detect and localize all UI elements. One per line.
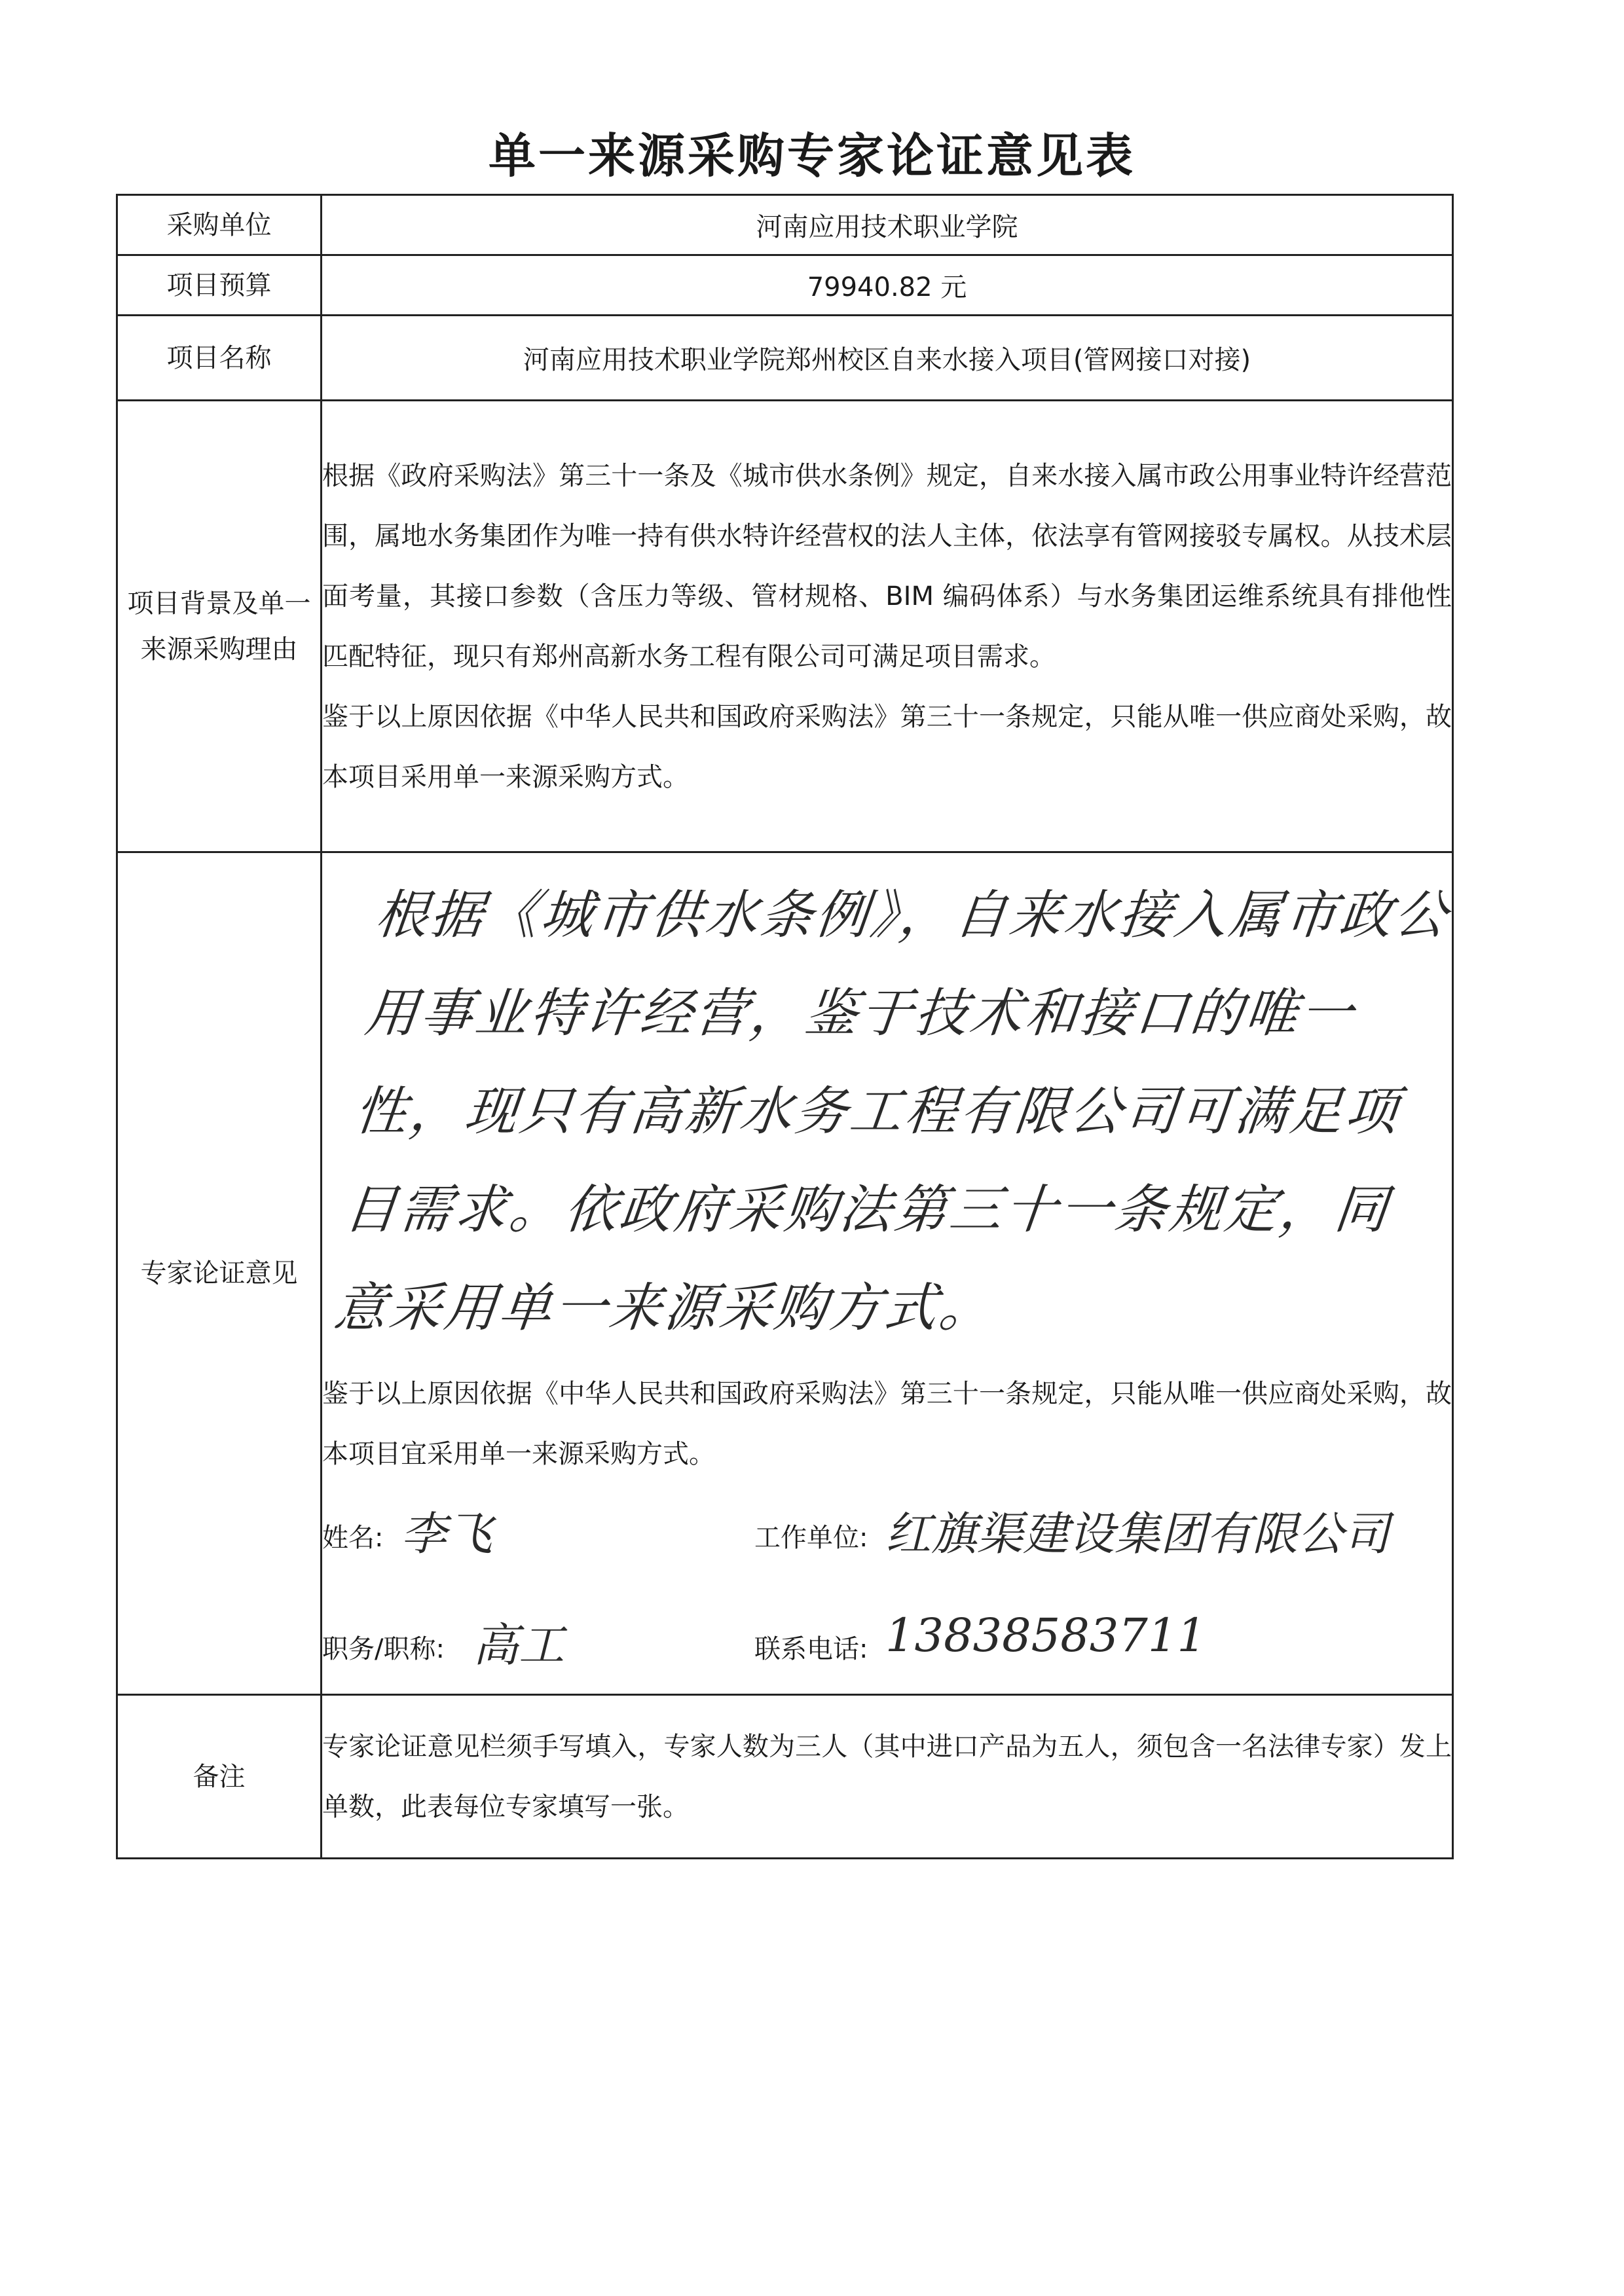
phone-handwritten: 13838583711	[885, 1609, 1206, 1662]
project-budget-value: 79940.82 元	[322, 255, 1453, 316]
workplace-label: 工作单位:	[754, 1523, 868, 1553]
expert-opinion-content	[322, 852, 1453, 1695]
background-label: 项目背景及单一来源采购理由	[117, 401, 322, 852]
position-handwritten: 高工	[473, 1618, 564, 1672]
name-signature: 李飞	[401, 1507, 492, 1561]
row-procurement-unit	[117, 195, 1453, 255]
expert-opinion-form	[116, 194, 1454, 1859]
handwritten-opinion: 根据《城市供水条例》，自来水接入属市政公用事业特许经营，鉴于技术和接口的唯一性，现只有高新水务工程有限公司可满足项目需求。依政府采购法第三十一条规定，同意采用单一来源采购方式。	[331, 884, 1453, 1338]
row-project-name	[117, 316, 1453, 401]
workplace-handwritten: 红旗渠建设集团有限公司	[885, 1507, 1390, 1561]
project-name-value: 河南应用技术职业学院郑州校区自来水接入项目(管网接口对接)	[322, 316, 1453, 401]
procurement-unit-label: 采购单位	[117, 195, 322, 255]
remarks-label: 备注	[117, 1695, 322, 1859]
background-content	[322, 401, 1453, 852]
phone-label: 联系电话:	[754, 1634, 868, 1664]
background-paragraph-2: 鉴于以上原因依据《中华人民共和国政府采购法》第三十一条规定，只能从唯一供应商处采购，故本项目采用单一来源采购方式。	[322, 701, 1452, 792]
row-background	[117, 401, 1453, 852]
position-label: 职务/职称:	[322, 1634, 445, 1664]
background-paragraph-1: 根据《政府采购法》第三十一条及《城市供水条例》规定，自来水接入属市政公用事业特许经营范围，属地水务集团作为唯一持有供水特许经营权的法人主体，依法享有管网接驳专属权。从技术层面考量，其接口参数（含压力等级、管材规格、BIM 编码体系）与水务集团运维系统具有排他性匹配特征，现只有郑州高新水务工程有限公司可满足项目需求。	[322, 460, 1452, 672]
remarks-content	[322, 1695, 1453, 1859]
project-name-label: 项目名称	[117, 316, 322, 401]
remarks-text: 专家论证意见栏须手写填入，专家人数为三人（其中进口产品为五人，须包含一名法律专家）发上单数，此表每位专家填写一张。	[322, 1731, 1452, 1822]
row-remarks	[117, 1695, 1453, 1859]
procurement-unit-value: 河南应用技术职业学院	[322, 195, 1453, 255]
printed-opinion: 鉴于以上原因依据《中华人民共和国政府采购法》第三十一条规定，只能从唯一供应商处采购，故本项目宜采用单一来源采购方式。	[322, 1379, 1452, 1469]
page-title: 单一来源采购专家论证意见表	[488, 128, 1135, 183]
expert-opinion-label: 专家论证意见	[117, 852, 322, 1695]
name-label: 姓名:	[322, 1523, 384, 1553]
project-budget-label: 项目预算	[117, 255, 322, 316]
row-project-budget	[117, 255, 1453, 316]
row-expert-opinion	[117, 852, 1453, 1695]
signature-row-2	[322, 1595, 1452, 1694]
signature-row-1	[322, 1484, 1452, 1595]
